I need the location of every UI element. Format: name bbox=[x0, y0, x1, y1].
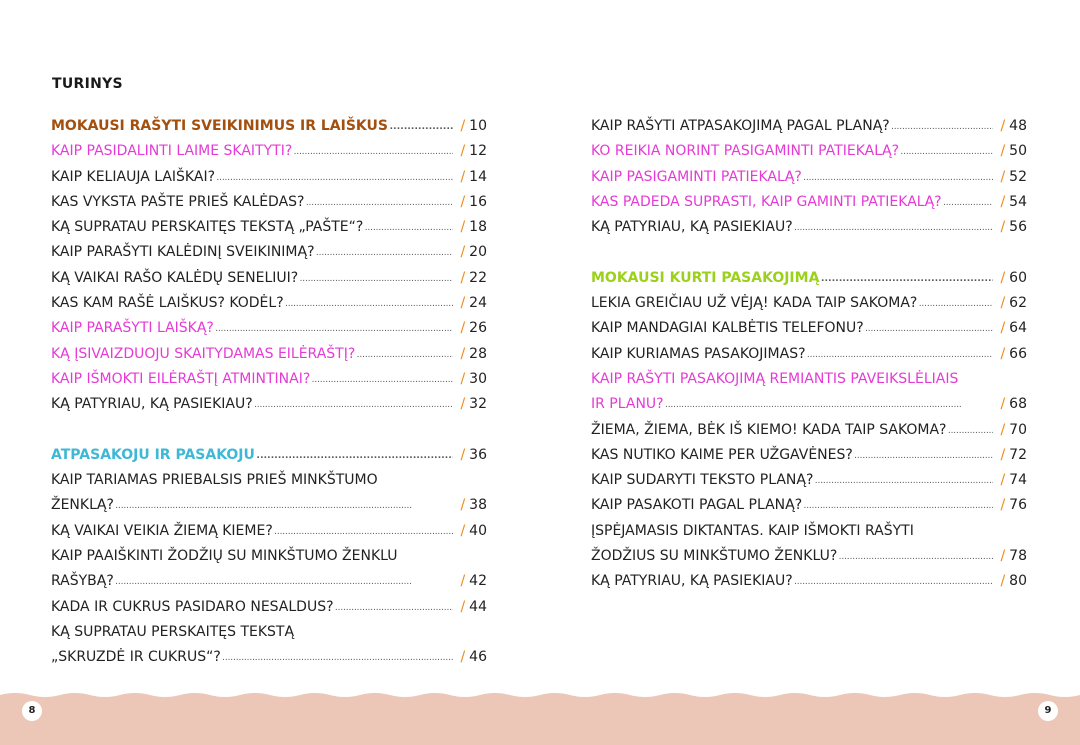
toc-entry[interactable] bbox=[51, 215, 487, 240]
slash-separator: / bbox=[460, 649, 466, 666]
toc-entry-title: KAIP PARAŠYTI LAIŠKĄ? . . . bbox=[51, 316, 453, 343]
toc-entry-page bbox=[455, 215, 487, 240]
toc-entry-page bbox=[455, 316, 487, 341]
toc-entry-page bbox=[455, 595, 487, 620]
toc-entry-page bbox=[455, 443, 487, 468]
page-number: 38 bbox=[469, 497, 487, 514]
page-number: 16 bbox=[469, 193, 487, 210]
slash-separator: / bbox=[1000, 573, 1006, 590]
slash-separator: / bbox=[460, 598, 466, 615]
toc-entry-title: KAIP RAŠYTI PASAKOJIMĄ REMIANTIS PAVEIKSLĖLIAIS bbox=[591, 370, 959, 387]
toc-entry[interactable] bbox=[51, 114, 487, 139]
toc-entry-title: MOKAUSI RAŠYTI SVEIKINIMUS IR LAIŠKUS . . . bbox=[51, 114, 453, 141]
page-number: 18 bbox=[469, 219, 487, 236]
toc-right-column bbox=[591, 114, 1027, 595]
toc-entry[interactable] bbox=[51, 291, 487, 316]
page-number: 64 bbox=[1009, 320, 1027, 337]
toc-entry[interactable] bbox=[591, 215, 1027, 240]
toc-entry-page bbox=[995, 291, 1027, 316]
toc-entry-page bbox=[455, 342, 487, 367]
toc-entry-page bbox=[455, 367, 487, 392]
toc-entry-title: KĄ SUPRATAU PERSKAITĘS TEKSTĄ „PAŠTE“? . . . bbox=[51, 215, 453, 242]
toc-entry-page bbox=[455, 569, 487, 594]
slash-separator: / bbox=[460, 446, 466, 463]
page-number: 20 bbox=[469, 244, 487, 261]
toc-entry-title: KAS VYKSTA PAŠTE PRIEŠ KALĖDAS? . . . bbox=[51, 190, 453, 217]
toc-entry[interactable] bbox=[591, 519, 1027, 544]
page-number: 54 bbox=[1009, 193, 1027, 210]
toc-entry-page bbox=[455, 114, 487, 139]
slash-separator: / bbox=[460, 345, 466, 362]
slash-separator: / bbox=[460, 143, 466, 160]
toc-entry-page bbox=[995, 114, 1027, 139]
toc-entry-page bbox=[455, 139, 487, 164]
page-number: 32 bbox=[469, 396, 487, 413]
toc-heading: TURINYS bbox=[52, 76, 123, 92]
page-number: 42 bbox=[469, 573, 487, 590]
toc-entry-title: KAIP PARAŠYTI KALĖDINĮ SVEIKINIMĄ? . . . bbox=[51, 240, 453, 267]
toc-entry[interactable] bbox=[591, 544, 1027, 569]
toc-entry-page bbox=[995, 544, 1027, 569]
toc-entry-title: KAIP MANDAGIAI KALBĖTIS TELEFONU? . . . bbox=[591, 316, 993, 343]
toc-entry-title: KAS NUTIKO KAIME PER UŽGAVĖNES? . . . bbox=[591, 443, 993, 470]
toc-entry[interactable] bbox=[51, 316, 487, 341]
toc-entry-page bbox=[995, 418, 1027, 443]
page-number: 56 bbox=[1009, 219, 1027, 236]
toc-entry[interactable] bbox=[51, 139, 487, 164]
toc-left-column bbox=[51, 114, 487, 671]
toc-entry[interactable] bbox=[591, 367, 1027, 392]
slash-separator: / bbox=[1000, 396, 1006, 413]
toc-entry[interactable] bbox=[591, 266, 1027, 291]
page-number: 26 bbox=[469, 320, 487, 337]
toc-entry-title: KAIP PAAIŠKINTI ŽODŽIŲ SU MINKŠTUMO ŽENKLU bbox=[51, 548, 398, 565]
page-number: 48 bbox=[1009, 118, 1027, 134]
page-number: 68 bbox=[1009, 396, 1027, 413]
toc-entry[interactable] bbox=[591, 443, 1027, 468]
toc-entry-page bbox=[455, 519, 487, 544]
toc-entry-title: KAIP IŠMOKTI EILĖRAŠTĮ ATMINTINAI? . . . bbox=[51, 367, 453, 394]
slash-separator: / bbox=[1000, 345, 1006, 362]
toc-entry[interactable] bbox=[591, 493, 1027, 518]
toc-entry[interactable] bbox=[591, 468, 1027, 493]
slash-separator: / bbox=[1000, 421, 1006, 438]
toc-entry-page bbox=[995, 139, 1027, 164]
toc-entry[interactable] bbox=[591, 569, 1027, 594]
page-number: 52 bbox=[1009, 168, 1027, 185]
toc-entry-title: KĄ PATYRIAU, KĄ PASIEKIAU? . . . bbox=[591, 569, 993, 596]
toc-entry-title: ĮSPĖJAMASIS DIKTANTAS. KAIP IŠMOKTI RAŠYTI bbox=[591, 522, 914, 539]
toc-entry-page bbox=[455, 266, 487, 291]
slash-separator: / bbox=[1000, 548, 1006, 565]
slash-separator: / bbox=[1000, 320, 1006, 337]
toc-entry-page bbox=[455, 165, 487, 190]
toc-entry-title: IR PLANU? . . . bbox=[591, 392, 993, 419]
slash-separator: / bbox=[1000, 219, 1006, 236]
slash-separator: / bbox=[460, 168, 466, 185]
toc-entry-title: KĄ SUPRATAU PERSKAITĘS TEKSTĄ bbox=[51, 623, 295, 640]
toc-entry[interactable] bbox=[51, 645, 487, 670]
slash-separator: / bbox=[460, 370, 466, 387]
page-number: 30 bbox=[469, 370, 487, 387]
toc-entry-title: KAIP SUDARYTI TEKSTO PLANĄ? . . . bbox=[591, 468, 993, 495]
toc-entry-title: KAIP TARIAMAS PRIEBALSIS PRIEŠ MINKŠTUMO bbox=[51, 472, 378, 489]
toc-entry-title: MOKAUSI KURTI PASAKOJIMĄ . . . bbox=[591, 266, 993, 293]
slash-separator: / bbox=[460, 396, 466, 413]
toc-entry[interactable] bbox=[51, 266, 487, 291]
toc-entry-page bbox=[455, 190, 487, 215]
toc-entry[interactable] bbox=[51, 342, 487, 367]
toc-entry[interactable] bbox=[51, 367, 487, 392]
slash-separator: / bbox=[460, 269, 466, 286]
toc-entry-title: KĄ PATYRIAU, KĄ PASIEKIAU? . . . bbox=[51, 392, 453, 419]
page-number: 46 bbox=[469, 649, 487, 666]
toc-entry-page bbox=[995, 569, 1027, 594]
section-spacer bbox=[51, 418, 487, 443]
slash-separator: / bbox=[1000, 143, 1006, 160]
slash-separator: / bbox=[460, 219, 466, 236]
toc-entry[interactable] bbox=[51, 443, 487, 468]
toc-entry[interactable] bbox=[51, 392, 487, 417]
slash-separator: / bbox=[1000, 269, 1006, 286]
toc-entry-title: KAIP PASAKOTI PAGAL PLANĄ? . . . bbox=[591, 493, 993, 520]
toc-entry-title: LEKIA GREIČIAU UŽ VĖJĄ! KADA TAIP SAKOMA? . . . bbox=[591, 291, 993, 318]
toc-entry-title: KĄ VAIKAI RAŠO KALĖDŲ SENELIUI? . . . bbox=[51, 266, 453, 293]
toc-entry-page bbox=[455, 392, 487, 417]
toc-entry-title: KAIP KELIAUJA LAIŠKAI? . . . bbox=[51, 165, 453, 192]
toc-entry[interactable] bbox=[591, 342, 1027, 367]
toc-entry[interactable] bbox=[51, 240, 487, 265]
page-number: 66 bbox=[1009, 345, 1027, 362]
page-number: 74 bbox=[1009, 472, 1027, 489]
slash-separator: / bbox=[460, 118, 466, 134]
toc-entry[interactable] bbox=[51, 190, 487, 215]
page-number: 14 bbox=[469, 168, 487, 185]
slash-separator: / bbox=[460, 295, 466, 312]
slash-separator: / bbox=[460, 320, 466, 337]
right-page-number: 9 bbox=[1038, 701, 1058, 721]
page-number: 50 bbox=[1009, 143, 1027, 160]
toc-entry-title: „SKRUZDĖ IR CUKRUS“? . . . bbox=[51, 645, 453, 672]
page-number: 78 bbox=[1009, 548, 1027, 565]
toc-entry[interactable] bbox=[591, 114, 1027, 139]
toc-entry[interactable] bbox=[591, 392, 1027, 417]
slash-separator: / bbox=[460, 522, 466, 539]
slash-separator: / bbox=[460, 497, 466, 514]
toc-entry-page bbox=[995, 342, 1027, 367]
toc-entry-page bbox=[995, 215, 1027, 240]
toc-entry-title: KAS KAM RAŠĖ LAIŠKUS? KODĖL? . . . bbox=[51, 291, 453, 318]
toc-entry-page bbox=[455, 240, 487, 265]
toc-entry-page bbox=[995, 190, 1027, 215]
toc-entry[interactable] bbox=[51, 519, 487, 544]
toc-entry-title: RAŠYBĄ? . . . bbox=[51, 569, 453, 596]
toc-entry-title: ŽODŽIUS SU MINKŠTUMO ŽENKLU? . . . bbox=[591, 544, 993, 571]
toc-entry-page bbox=[455, 493, 487, 518]
toc-entry-title: ŽIEMA, ŽIEMA, BĖK IŠ KIEMO! KADA TAIP SAKOMA? . . . bbox=[591, 418, 993, 445]
toc-entry[interactable] bbox=[591, 316, 1027, 341]
slash-separator: / bbox=[1000, 472, 1006, 489]
page-number: 12 bbox=[469, 143, 487, 160]
toc-entry-page bbox=[455, 291, 487, 316]
toc-entry[interactable] bbox=[591, 165, 1027, 190]
toc-entry-page bbox=[995, 316, 1027, 341]
slash-separator: / bbox=[460, 573, 466, 590]
toc-entry-title: KAS PADEDA SUPRASTI, KAIP GAMINTI PATIEKALĄ? . . . bbox=[591, 190, 993, 217]
toc-entry-title: KAIP PASIDALINTI LAIME SKAITYTI? . . . bbox=[51, 139, 453, 166]
page-number: 44 bbox=[469, 598, 487, 615]
toc-entry[interactable] bbox=[51, 165, 487, 190]
toc-entry[interactable] bbox=[591, 139, 1027, 164]
slash-separator: / bbox=[460, 244, 466, 261]
slash-separator: / bbox=[1000, 193, 1006, 210]
toc-entry-title: ŽENKLĄ? . . . bbox=[51, 493, 453, 520]
page-number: 60 bbox=[1009, 269, 1027, 286]
toc-entry[interactable] bbox=[51, 569, 487, 594]
slash-separator: / bbox=[1000, 446, 1006, 463]
slash-separator: / bbox=[460, 193, 466, 210]
page-number: 62 bbox=[1009, 295, 1027, 312]
toc-entry-page bbox=[995, 392, 1027, 417]
slash-separator: / bbox=[1000, 168, 1006, 185]
toc-entry[interactable] bbox=[51, 468, 487, 493]
page-number: 70 bbox=[1009, 421, 1027, 438]
page-number: 76 bbox=[1009, 497, 1027, 514]
toc-entry-title: KADA IR CUKRUS PASIDARO NESALDUS? . . . bbox=[51, 595, 453, 622]
toc-entry-page bbox=[455, 645, 487, 670]
page-number: 36 bbox=[469, 446, 487, 463]
toc-entry-title: KĄ ĮSIVAIZDUOJU SKAITYDAMAS EILĖRAŠTĮ? . . . bbox=[51, 342, 453, 369]
toc-entry-title: KO REIKIA NORINT PASIGAMINTI PATIEKALĄ? . . . bbox=[591, 139, 993, 166]
footer-wave-decoration bbox=[0, 685, 1080, 745]
page-number: 10 bbox=[469, 118, 487, 134]
toc-entry-page bbox=[995, 165, 1027, 190]
toc-entry-page bbox=[995, 266, 1027, 291]
page-number: 22 bbox=[469, 269, 487, 286]
toc-entry[interactable] bbox=[591, 190, 1027, 215]
toc-entry-page bbox=[995, 443, 1027, 468]
page-number: 28 bbox=[469, 345, 487, 362]
toc-entry-title: ATPASAKOJU IR PASAKOJU . . . bbox=[51, 443, 453, 470]
toc-entry[interactable] bbox=[51, 595, 487, 620]
page-number: 80 bbox=[1009, 573, 1027, 590]
left-page-number: 8 bbox=[22, 701, 42, 721]
toc-entry-page bbox=[995, 493, 1027, 518]
toc-entry-page bbox=[995, 468, 1027, 493]
toc-entry[interactable] bbox=[591, 291, 1027, 316]
slash-separator: / bbox=[1000, 118, 1006, 134]
toc-entry[interactable] bbox=[591, 418, 1027, 443]
toc-entry-title: KĄ VAIKAI VEIKIA ŽIEMĄ KIEME? . . . bbox=[51, 519, 453, 546]
section-spacer bbox=[591, 240, 1027, 265]
page-number: 72 bbox=[1009, 446, 1027, 463]
toc-entry[interactable] bbox=[51, 620, 487, 645]
toc-entry-title: KĄ PATYRIAU, KĄ PASIEKIAU? . . . bbox=[591, 215, 993, 242]
page-number: 40 bbox=[469, 522, 487, 539]
page-number: 24 bbox=[469, 295, 487, 312]
slash-separator: / bbox=[1000, 497, 1006, 514]
toc-entry[interactable] bbox=[51, 544, 487, 569]
slash-separator: / bbox=[1000, 295, 1006, 312]
toc-entry-title: KAIP PASIGAMINTI PATIEKALĄ? . . . bbox=[591, 165, 993, 192]
toc-entry[interactable] bbox=[51, 493, 487, 518]
toc-entry-title: KAIP KURIAMAS PASAKOJIMAS? . . . bbox=[591, 342, 993, 369]
toc-entry-title: KAIP RAŠYTI ATPASAKOJIMĄ PAGAL PLANĄ? . . . bbox=[591, 114, 993, 141]
